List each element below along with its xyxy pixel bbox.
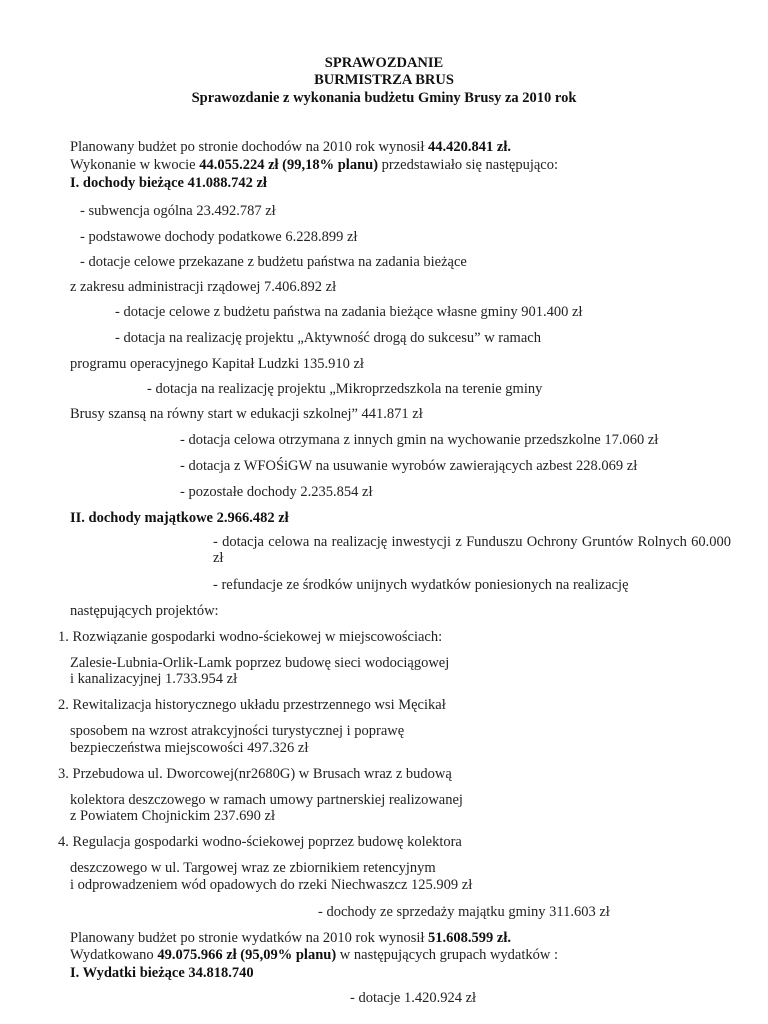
capital-income-item: - dotacja celowa na realizację inwestycji z Funduszu Ochrony Gruntów Rolnych 60.000 zł: [213, 534, 731, 566]
income-item: programu operacyjnego Kapitał Ludzki 135.910 zł: [70, 356, 364, 372]
current-expenses-heading: I. Wydatki bieżące 34.818.740: [70, 965, 254, 981]
expenses-exec-amount: 49.075.966 zł (95,09% planu): [157, 947, 337, 963]
income-exec-pre: Wykonanie w kwocie: [70, 157, 200, 173]
income-item: - dotacje celowe przekazane z budżetu państwa na zadania bieżące: [80, 254, 467, 270]
project-title: 4. Regulacja gospodarki wodno-ściekowej poprzez budowę kolektora: [58, 834, 462, 850]
project-title: 3. Przebudowa ul. Dworcowej(nr2680G) w Brusach wraz z budową: [58, 766, 452, 782]
expenses-planned: [70, 930, 511, 946]
expenses-exec-post: w następujących grupach wydatków :: [336, 947, 559, 963]
project-detail: bezpieczeństwa miejscowości 497.326 zł: [70, 740, 309, 756]
document-subtitle: BURMISTRZA BRUS: [314, 72, 454, 88]
income-item: - dotacja celowa otrzymana z innych gmin na wychowanie przedszkolne 17.060 zł: [180, 432, 659, 448]
document-title: SPRAWOZDANIE: [324, 55, 444, 71]
asset-sale-income: - dochody ze sprzedaży majątku gminy 311.603 zł: [318, 904, 610, 920]
project-detail: z Powiatem Chojnickim 237.690 zł: [70, 808, 275, 824]
income-exec-post: przedstawiało się następująco:: [378, 157, 559, 173]
project-title: 2. Rewitalizacja historycznego układu przestrzennego wsi Męcikał: [58, 697, 446, 713]
expenses-planned-amount: 51.608.599 zł.: [428, 930, 511, 946]
income-planned: [70, 139, 511, 155]
income-item: Brusy szansą na równy start w edukacji szkolnej” 441.871 zł: [70, 406, 423, 422]
income-executed: [70, 157, 558, 173]
project-detail: sposobem na wzrost atrakcyjności turystycznej i poprawę: [70, 723, 405, 739]
income-item: - pozostałe dochody 2.235.854 zł: [180, 484, 373, 500]
expense-item: - dotacje 1.420.924 zł: [350, 990, 477, 1006]
project-detail: Zalesie-Lubnia-Orlik-Lamk poprzez budowę sieci wodociągowej: [70, 655, 450, 671]
income-exec-amount: 44.055.224 zł (99,18% planu): [199, 157, 379, 173]
expenses-planned-text: Planowany budżet po stronie wydatków na 2010 rok wynosił: [70, 930, 429, 946]
income-item: - dotacja z WFOŚiGW na usuwanie wyrobów zawierających azbest 228.069 zł: [180, 458, 638, 474]
income-item: - dotacja na realizację projektu „Aktywność drogą do sukcesu” w ramach: [115, 330, 541, 346]
capital-income-heading: II. dochody majątkowe 2.966.482 zł: [70, 510, 289, 526]
expenses-executed: [70, 947, 558, 963]
income-item: - podstawowe dochody podatkowe 6.228.899 zł: [80, 229, 358, 245]
income-planned-amount: 44.420.841 zł.: [428, 139, 511, 155]
project-detail: i odprowadzeniem wód opadowych do rzeki Niechwaszcz 125.909 zł: [70, 877, 473, 893]
capital-income-item: następujących projektów:: [70, 603, 219, 619]
current-income-heading: I. dochody bieżące 41.088.742 zł: [70, 175, 267, 191]
income-item: - subwencja ogólna 23.492.787 zł: [80, 203, 276, 219]
income-item: z zakresu administracji rządowej 7.406.892 zł: [70, 279, 337, 295]
income-planned-text: Planowany budżet po stronie dochodów na 2010 rok wynosił: [70, 139, 429, 155]
report-title: Sprawozdanie z wykonania budżetu Gminy Brusy za 2010 rok: [191, 90, 577, 106]
capital-income-item: - refundacje ze środków unijnych wydatków poniesionych na realizację: [213, 577, 629, 593]
income-item: - dotacja na realizację projektu „Mikroprzedszkola na terenie gminy: [147, 381, 543, 397]
project-detail: i kanalizacyjnej 1.733.954 zł: [70, 671, 238, 687]
project-detail: kolektora deszczowego w ramach umowy partnerskiej realizowanej: [70, 792, 463, 808]
project-title: 1. Rozwiązanie gospodarki wodno-ściekowej w miejscowościach:: [58, 629, 443, 645]
expenses-exec-pre: Wydatkowano: [70, 947, 158, 963]
project-detail: deszczowego w ul. Targowej wraz ze zbiornikiem retencyjnym: [70, 860, 436, 876]
income-item: - dotacje celowe z budżetu państwa na zadania bieżące własne gminy 901.400 zł: [115, 304, 583, 320]
